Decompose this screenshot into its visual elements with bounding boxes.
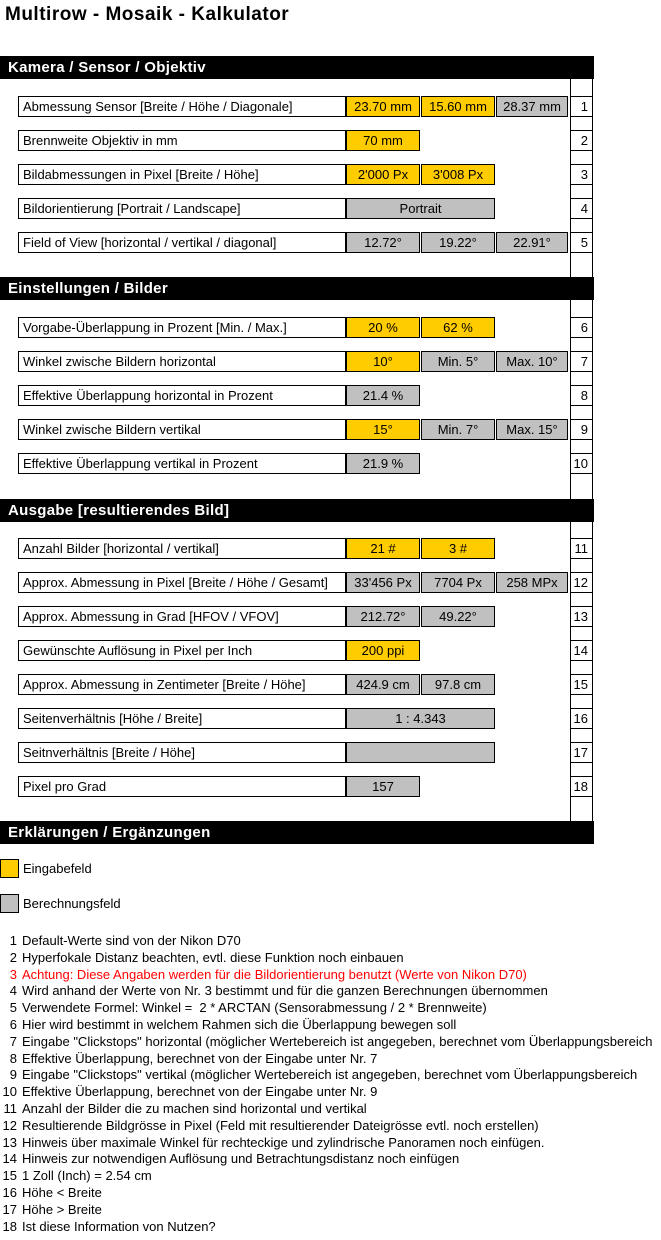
note-line — [2, 1168, 661, 1185]
notes-list — [2, 933, 661, 1235]
calc-cell: 21.9 % — [346, 453, 420, 474]
note-number: 1 — [9, 933, 17, 948]
calc-cell: 33'456 Px — [346, 572, 420, 593]
calc-cell: 157 — [346, 776, 420, 797]
note-text: Eingabe "Clickstops" horizontal (möglicher Wertebereich ist angegeben, berechnet vom Überlappungsbereich — [22, 1033, 653, 1049]
note-line — [2, 1051, 661, 1068]
row-label: Effektive Überlappung horizontal in Prozent — [18, 385, 346, 406]
note-number: 5 — [9, 1000, 17, 1016]
row-number: 3 — [570, 164, 593, 185]
input-cell[interactable]: 2'000 Px — [346, 164, 420, 185]
row-label: Vorgabe-Überlappung in Prozent [Min. / Max.] — [18, 317, 346, 338]
note-text: Effektive Überlappung, berechnet von der Eingabe unter Nr. 7 — [22, 1050, 378, 1066]
row-label: Field of View [horizontal / vertikal / diagonal] — [18, 232, 346, 253]
note-text: Anzahl der Bilder die zu machen sind horizontal und vertikal — [22, 1100, 367, 1116]
note-line — [2, 983, 661, 1000]
row-number: 14 — [570, 640, 593, 661]
calc-cell: 7704 Px — [421, 572, 495, 593]
input-cell[interactable]: 3 # — [421, 538, 495, 559]
row-number: 1 — [570, 96, 593, 117]
row-label: Gewünschte Auflösung in Pixel per Inch — [18, 640, 346, 661]
section-header: Kamera / Sensor / Objektiv — [0, 56, 594, 79]
note-text: Wird anhand der Werte von Nr. 3 bestimmt und für die ganzen Berechnungen übernommen — [22, 983, 548, 999]
note-text: Effektive Überlappung, berechnet von der Eingabe unter Nr. 9 — [22, 1084, 378, 1100]
note-text: Höhe > Breite — [22, 1201, 102, 1217]
note-line — [2, 1000, 661, 1017]
note-number: 6 — [9, 1016, 17, 1032]
row-number: 9 — [570, 419, 593, 440]
row-label: Pixel pro Grad — [18, 776, 346, 797]
row-label: Winkel zwische Bildern vertikal — [18, 419, 346, 440]
note-number: 3 — [9, 966, 17, 982]
calc-cell: 19.22° — [421, 232, 495, 253]
note-line — [2, 1185, 661, 1202]
note-number: 13 — [2, 1134, 17, 1150]
calc-cell: 212.72° — [346, 606, 420, 627]
section-header: Einstellungen / Bilder — [0, 277, 594, 300]
row-number: 12 — [570, 572, 593, 593]
row-label: Seitenverhältnis [Höhe / Breite] — [18, 708, 346, 729]
row-number: 7 — [570, 351, 593, 372]
note-number: 16 — [2, 1184, 17, 1200]
note-line — [2, 1101, 661, 1118]
note-line — [2, 950, 661, 967]
input-cell[interactable]: 15.60 mm — [421, 96, 495, 117]
section-header: Erklärungen / Ergänzungen — [0, 821, 594, 844]
note-text: Hinweis über maximale Winkel für rechteckige und zylindrische Panoramen noch einfügen. — [22, 1134, 545, 1150]
note-text: Eingabe "Clickstops" vertikal (möglicher Wertebereich ist angegeben, berechnet vom Überlappungsbereich — [22, 1067, 638, 1083]
note-line — [2, 1017, 661, 1034]
note-line — [2, 1151, 661, 1168]
note-text: Ist diese Information von Nutzen? — [22, 1218, 216, 1234]
calc-cell: 21.4 % — [346, 385, 420, 406]
row-label: Approx. Abmessung in Grad [HFOV / VFOV] — [18, 606, 346, 627]
row-number: 4 — [570, 198, 593, 219]
calc-cell: 424.9 cm — [346, 674, 420, 695]
note-line — [2, 1067, 661, 1084]
input-cell[interactable]: 15° — [346, 419, 420, 440]
note-text: Höhe < Breite — [22, 1184, 102, 1200]
row-label: Bildabmessungen in Pixel [Breite / Höhe] — [18, 164, 346, 185]
calc-cell — [346, 742, 495, 763]
input-cell[interactable]: 3'008 Px — [421, 164, 495, 185]
calc-cell: 22.91° — [496, 232, 568, 253]
input-cell[interactable]: 62 % — [421, 317, 495, 338]
note-line — [2, 933, 661, 950]
row-number: 17 — [570, 742, 593, 763]
calc-cell: Min. 5° — [421, 351, 495, 372]
calc-cell: 1 : 4.343 — [346, 708, 495, 729]
legend-calc-label: Berechnungsfeld — [23, 896, 121, 911]
note-text: Resultierende Bildgrösse in Pixel (Feld mit resultierender Dateigrösse evtl. noch erstellen) — [22, 1117, 539, 1133]
note-line — [2, 1084, 661, 1101]
calc-cell: 258 MPx — [496, 572, 568, 593]
row-number: 2 — [570, 130, 593, 151]
note-text: Verwendete Formel: Winkel = 2 * ARCTAN (Sensorabmessung / 2 * Brennweite) — [22, 1000, 487, 1016]
row-label: Approx. Abmessung in Zentimeter [Breite / Höhe] — [18, 674, 346, 695]
row-label: Approx. Abmessung in Pixel [Breite / Höhe / Gesamt] — [18, 572, 346, 593]
row-number: 11 — [570, 538, 593, 559]
calc-cell: Max. 15° — [496, 419, 568, 440]
legend-calc-swatch — [0, 894, 19, 913]
note-line — [2, 967, 661, 984]
calc-cell: Max. 10° — [496, 351, 568, 372]
note-number: 18 — [2, 1218, 17, 1234]
note-number: 8 — [9, 1050, 17, 1066]
input-cell[interactable]: 200 ppi — [346, 640, 420, 661]
row-label: Effektive Überlappung vertikal in Prozent — [18, 453, 346, 474]
note-number: 17 — [2, 1201, 17, 1217]
note-text: Hinweis zur notwendigen Auflösung und Betrachtungsdistanz noch einfügen — [22, 1151, 460, 1167]
input-cell[interactable]: 70 mm — [346, 130, 420, 151]
note-number: 11 — [3, 1100, 17, 1116]
row-label: Abmessung Sensor [Breite / Höhe / Diagonale] — [18, 96, 346, 117]
note-number: 10 — [2, 1084, 17, 1100]
calc-cell: Portrait — [346, 198, 495, 219]
note-text: Hyperfokale Distanz beachten, evtl. diese Funktion noch einbauen — [22, 949, 404, 965]
note-line — [2, 1202, 661, 1219]
calc-cell: 49.22° — [421, 606, 495, 627]
row-number: 15 — [570, 674, 593, 695]
note-number: 9 — [9, 1067, 17, 1083]
note-line — [2, 1219, 661, 1236]
row-label: Seitnverhältnis [Breite / Höhe] — [18, 742, 346, 763]
note-line — [2, 1118, 661, 1135]
note-number: 7 — [9, 1033, 17, 1049]
note-text: Achtung: Diese Angaben werden für die Bildorientierung benutzt (Werte von Nikon D70) — [22, 966, 527, 982]
note-text: 1 Zoll (Inch) = 2.54 cm — [22, 1168, 152, 1184]
row-number: 16 — [570, 708, 593, 729]
note-text: Default-Werte sind von der Nikon D70 — [22, 933, 241, 948]
input-cell[interactable]: 21 # — [346, 538, 420, 559]
row-number: 5 — [570, 232, 593, 253]
note-number: 12 — [2, 1117, 17, 1133]
row-number: 8 — [570, 385, 593, 406]
calc-cell: 97.8 cm — [421, 674, 495, 695]
section-header: Ausgabe [resultierendes Bild] — [0, 499, 594, 522]
note-number: 2 — [9, 949, 17, 965]
calc-cell: 28.37 mm — [496, 96, 568, 117]
row-label: Anzahl Bilder [horizontal / vertikal] — [18, 538, 346, 559]
row-label: Brennweite Objektiv in mm — [18, 130, 346, 151]
calc-cell: 12.72° — [346, 232, 420, 253]
page-title: Multirow - Mosaik - Kalkulator — [5, 4, 290, 25]
note-line — [2, 1135, 661, 1152]
row-number: 13 — [570, 606, 593, 627]
input-cell[interactable]: 20 % — [346, 317, 420, 338]
calc-cell: Min. 7° — [421, 419, 495, 440]
row-label: Winkel zwische Bildern horizontal — [18, 351, 346, 372]
legend-input-label: Eingabefeld — [23, 861, 92, 876]
row-number: 10 — [570, 453, 593, 474]
note-number: 4 — [9, 983, 17, 999]
note-number: 14 — [2, 1151, 17, 1167]
input-cell[interactable]: 23.70 mm — [346, 96, 420, 117]
note-text: Hier wird bestimmt in welchem Rahmen sich die Überlappung bewegen soll — [22, 1016, 457, 1032]
note-line — [2, 1034, 661, 1051]
row-number: 6 — [570, 317, 593, 338]
note-number: 15 — [2, 1168, 17, 1184]
input-cell[interactable]: 10° — [346, 351, 420, 372]
row-number: 18 — [570, 776, 593, 797]
legend-input-swatch — [0, 859, 19, 878]
row-label: Bildorientierung [Portrait / Landscape] — [18, 198, 346, 219]
